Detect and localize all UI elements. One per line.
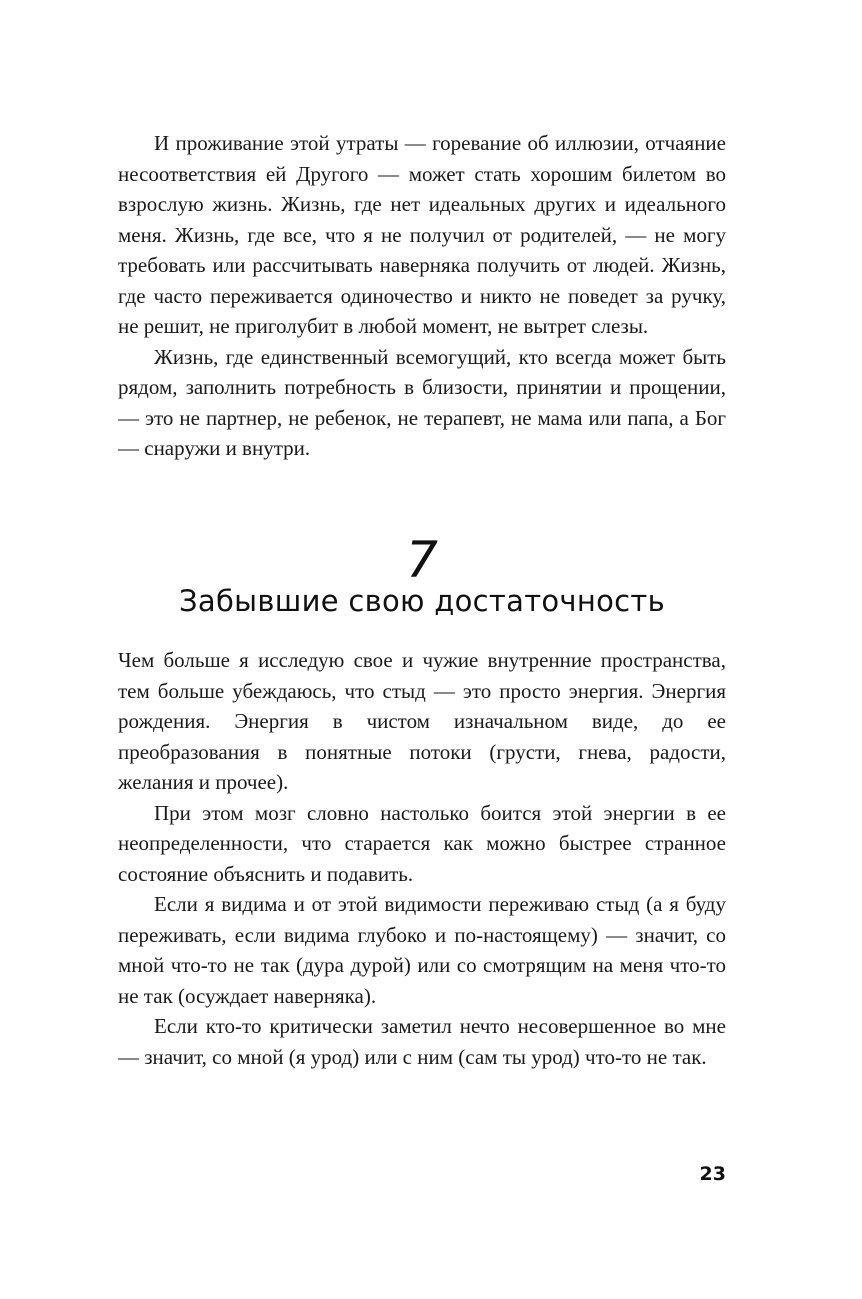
text-block-top [118, 128, 726, 464]
paragraph: Если кто-то критически заметил нечто несовершенное во мне — значит, со мной (я урод) или с ним (сам ты урод) что-то не так. [118, 1014, 726, 1069]
book-page [118, 0, 726, 1299]
text-block-bottom [118, 645, 726, 1072]
paragraph: Если я видима и от этой видимости переживаю стыд (а я буду переживать, если видима глубоко и по-настоящему) — значит, со мной что-то не так (дура дурой) или со смотрящим на меня что-то не так (осуждает наверняка). [118, 892, 726, 1008]
paragraph: При этом мозг словно настолько боится этой энергии в ее неопределенности, что старается как можно быстрее странное состояние объяснить и подавить. [118, 800, 726, 886]
paragraph: И проживание этой утраты — горевание об иллюзии, отчаяние несоответствия ей Другого — может стать хорошим билетом во взрослую жизнь. Жизнь, где нет идеальных других и идеального меня. Жизнь, где все, что я не получил от родителей, — не могу требовать или рассчитывать наверняка получить от людей. Жизнь, где часто переживается одиночество и никто не поведет за ручку, не решит, не приголубит в любой момент, не вытрет слезы. [118, 131, 726, 338]
paragraph: Чем больше я исследую свое и чужие внутренние пространства, тем больше убеждаюсь, что стыд — это просто энергия. Энергия рождения. Энергия в чистом изначальном виде, до ее преобразования в понятные потоки (грусти, гнева, радости, желания и прочее). [118, 648, 726, 794]
paragraph: Жизнь, где единственный всемогущий, кто всегда может быть рядом, заполнить потребность в близости, принятии и прощении, — это не партнер, не ребенок, не терапевт, не мама или папа, а Бог — снаружи и внутри. [118, 344, 726, 460]
chapter-number: 7 [406, 531, 438, 589]
page-number: 23 [699, 1163, 726, 1185]
chapter-title: Забывшие свою достаточность [179, 584, 665, 618]
